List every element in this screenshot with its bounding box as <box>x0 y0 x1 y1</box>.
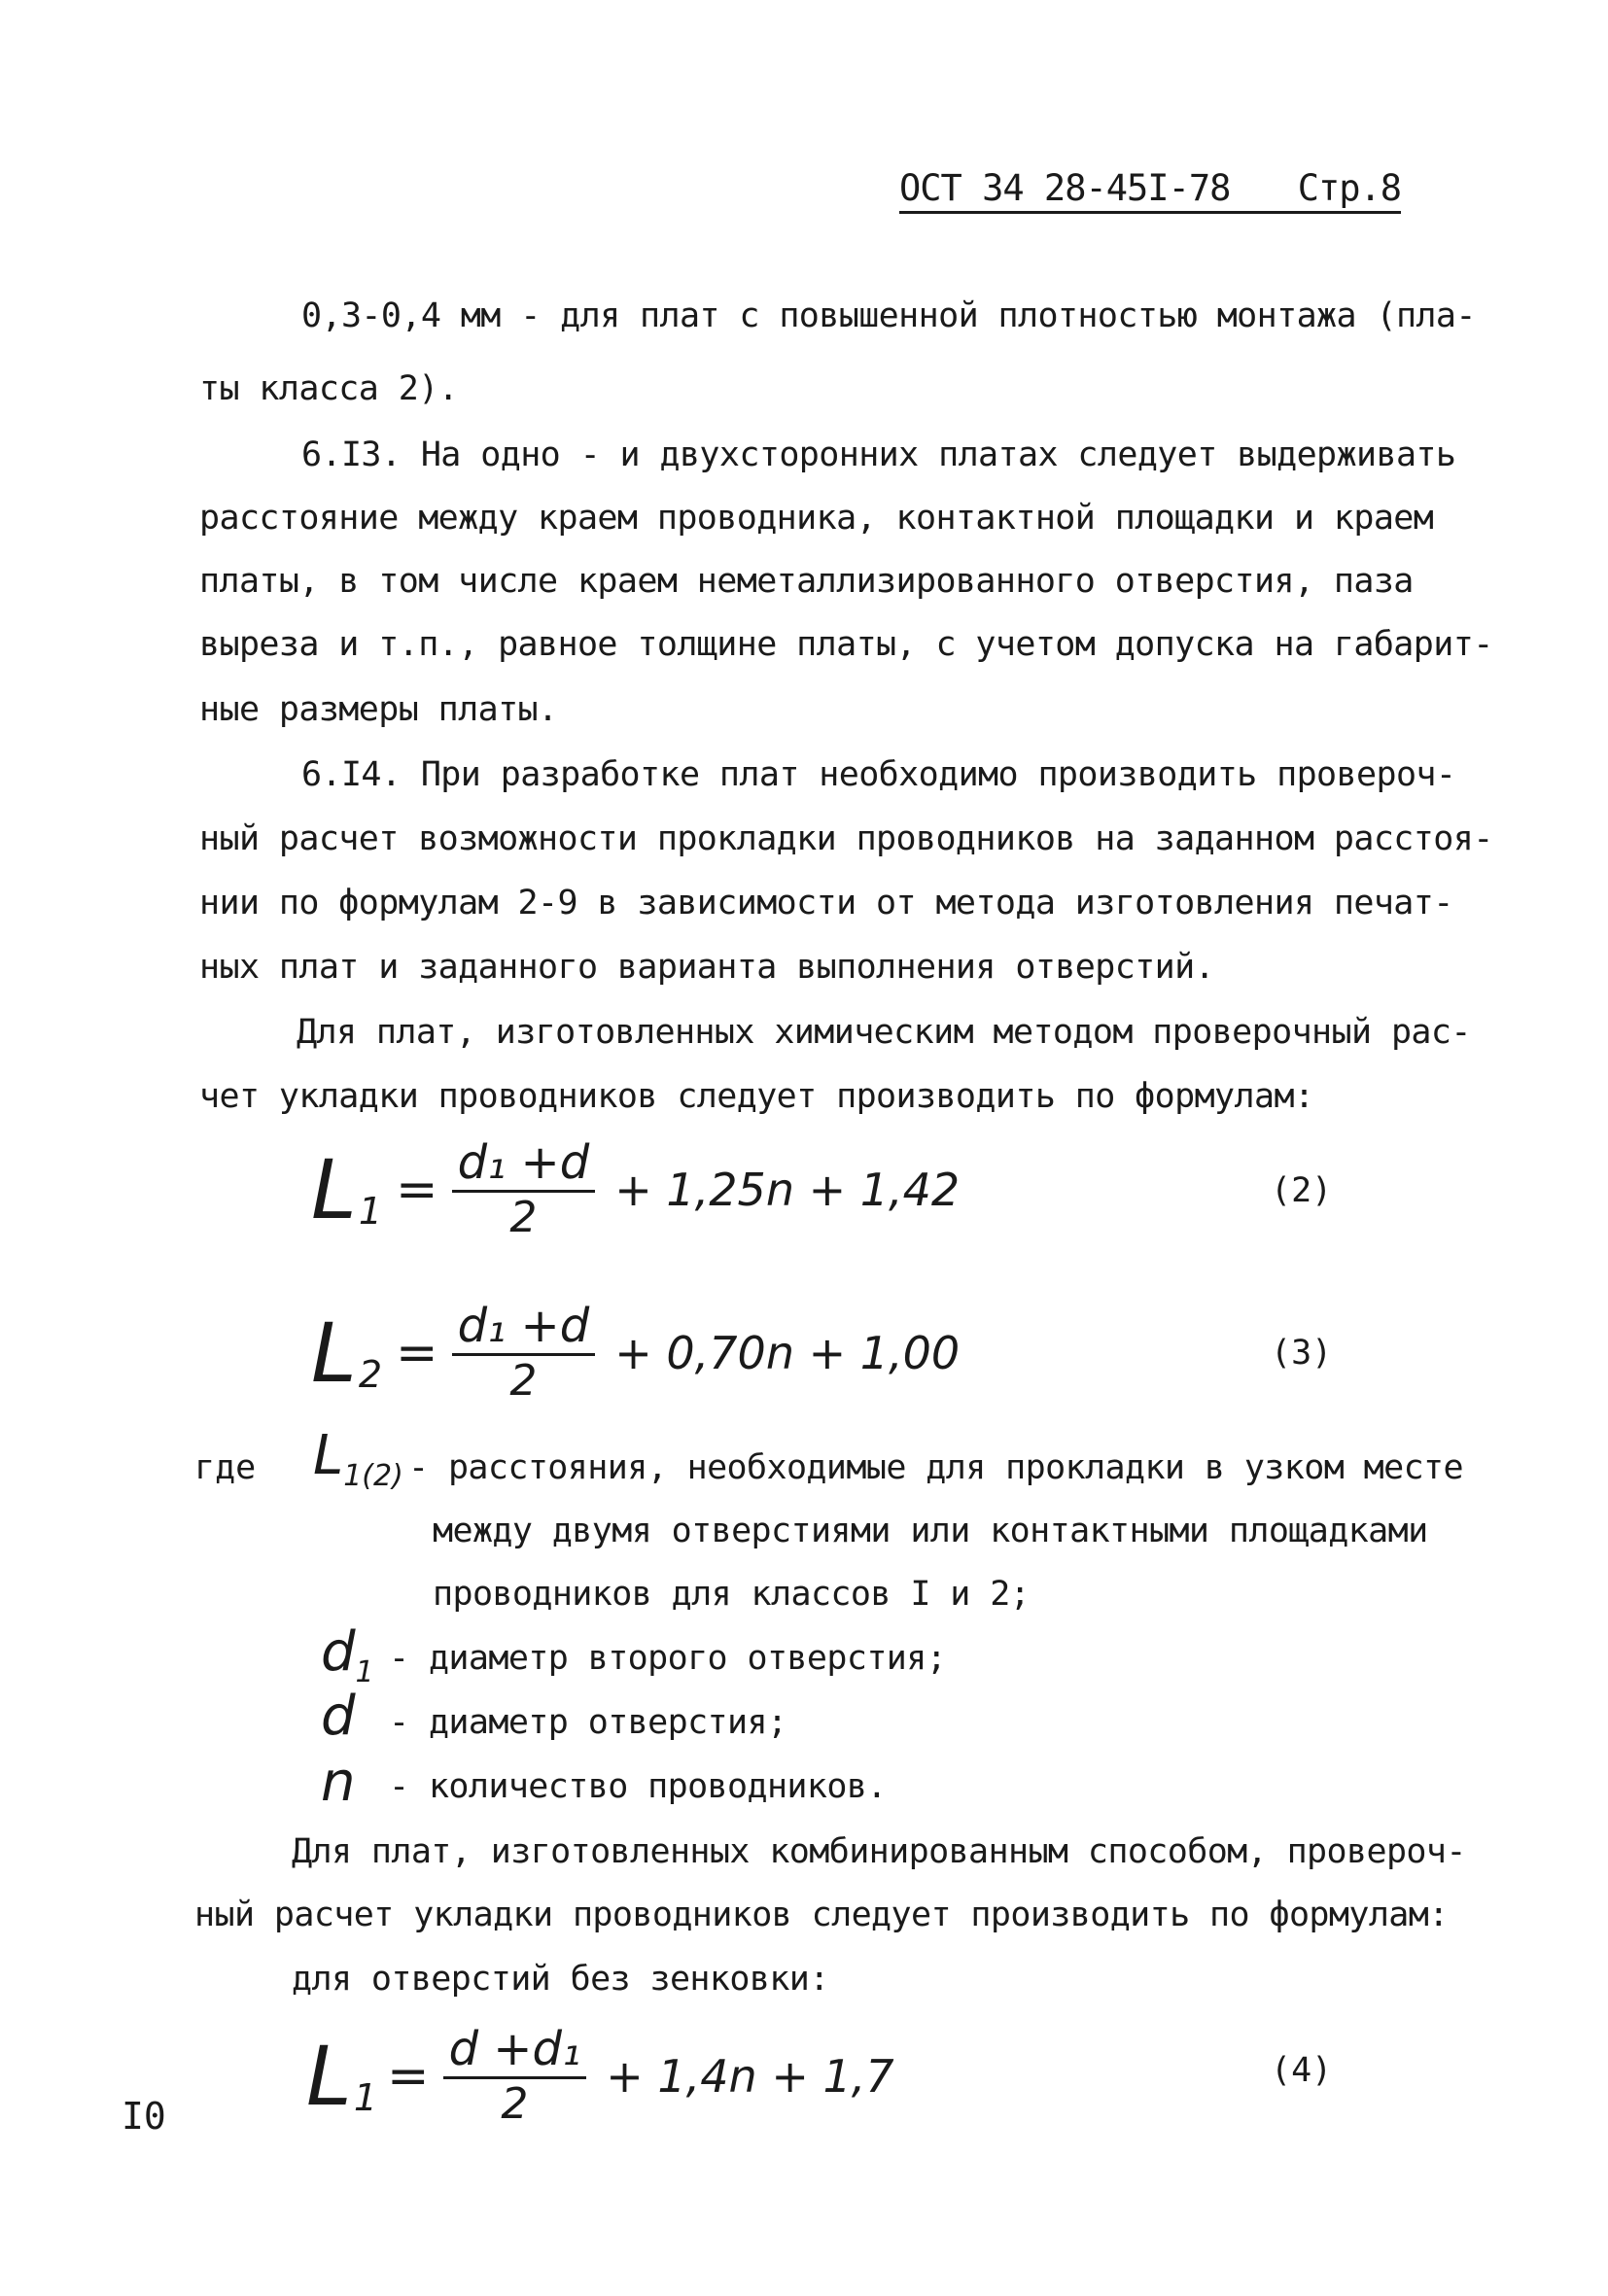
formula-4 <box>306 2022 894 2130</box>
formula-symbol-L: L <box>311 1305 357 1401</box>
formula-terms: + 0,70n + 1,00 <box>614 1326 961 1379</box>
text-line: ные размеры платы. <box>199 690 558 729</box>
formula-subscript: 1 <box>353 2075 377 2119</box>
formula-symbol-L: L <box>311 1141 357 1237</box>
equation-number: (3) <box>1271 1334 1333 1373</box>
text-line: ных плат и заданного варианта выполнения отверстий. <box>199 948 1215 987</box>
text-line: - расстояния, необходимые для прокладки в узком месте <box>408 1448 1464 1487</box>
symbol-d: d <box>321 1685 356 1748</box>
symbol-letter: d <box>321 1620 356 1684</box>
text-line: для отверстий без зенковки: <box>292 1960 829 1999</box>
symbol-subscript: 1 <box>355 1655 374 1689</box>
fraction-numerator: d +d₁ <box>443 2022 587 2079</box>
page-label: Стр.8 <box>1297 167 1402 209</box>
text-line: 6.I3. На одно - и двухсторонних платах следует выдерживать <box>301 435 1456 474</box>
symbol-d1 <box>321 1620 374 1689</box>
symbol-subscript: 1(2) <box>343 1459 403 1493</box>
standard-number: ОСТ 34 28-45I-78 <box>899 167 1231 209</box>
text-line: - диаметр второго отверстия; <box>389 1639 947 1678</box>
text-line: чет укладки проводников следует производить по формулам: <box>199 1077 1314 1116</box>
formula-subscript: 1 <box>358 1189 382 1233</box>
where-label: где <box>194 1448 257 1487</box>
text-line: Для плат, изготовленных комбинированным способом, провероч- <box>292 1832 1466 1871</box>
text-line: ный расчет возможности прокладки проводников на заданном расстоя- <box>199 819 1493 858</box>
text-line: платы, в том числе краем неметаллизированного отверстия, паза <box>199 562 1414 601</box>
fraction-denominator: 2 <box>501 2079 529 2129</box>
equals-sign: = <box>396 1160 438 1219</box>
symbol-letter: L <box>313 1424 344 1487</box>
equation-number: (2) <box>1271 1171 1333 1210</box>
equation-number: (4) <box>1271 2051 1333 2090</box>
fraction-denominator: 2 <box>509 1193 538 1242</box>
text-line: Для плат, изготовленных химическим методом проверочный рас- <box>297 1013 1471 1052</box>
page-number: I0 <box>122 2095 166 2138</box>
text-line: - количество проводников. <box>389 1767 887 1806</box>
formula-symbol-L: L <box>306 2028 352 2124</box>
symbol-n: n <box>321 1751 356 1814</box>
text-line: выреза и т.п., равное толщине платы, с учетом допуска на габарит- <box>199 625 1493 664</box>
fraction-numerator: d₁ +d <box>452 1299 596 1356</box>
fraction <box>443 2022 587 2130</box>
equals-sign: = <box>396 1323 438 1382</box>
text-line: проводников для классов I и 2; <box>433 1575 1031 1614</box>
text-line: ты класса 2). <box>199 369 459 408</box>
fraction <box>452 1299 596 1407</box>
fraction-numerator: d₁ +d <box>452 1135 596 1193</box>
fraction-denominator: 2 <box>509 1356 538 1406</box>
formula-terms: + 1,25n + 1,42 <box>614 1163 961 1216</box>
text-line: 6.I4. При разработке плат необходимо производить провероч- <box>301 755 1456 794</box>
formula-3 <box>311 1299 960 1407</box>
text-line: нии по формулам 2-9 в зависимости от метода изготовления печат- <box>199 884 1453 922</box>
equals-sign: = <box>387 2046 430 2105</box>
text-line: - диаметр отверстия; <box>389 1703 787 1742</box>
text-line: ный расчет укладки проводников следует производить по формулам: <box>194 1896 1449 1934</box>
text-line: 0,3-0,4 мм - для плат с повышенной плотностью монтажа (пла- <box>301 296 1476 335</box>
symbol-L12 <box>313 1424 403 1493</box>
text-line: между двумя отверстиями или контактными площадками <box>433 1512 1428 1550</box>
fraction <box>452 1135 596 1243</box>
formula-2 <box>311 1135 960 1243</box>
formula-terms: + 1,4n + 1,7 <box>606 2049 894 2103</box>
page-header <box>899 167 1401 214</box>
text-line: расстояние между краем проводника, контактной площадки и краем <box>199 499 1434 538</box>
formula-subscript: 2 <box>358 1352 382 1396</box>
